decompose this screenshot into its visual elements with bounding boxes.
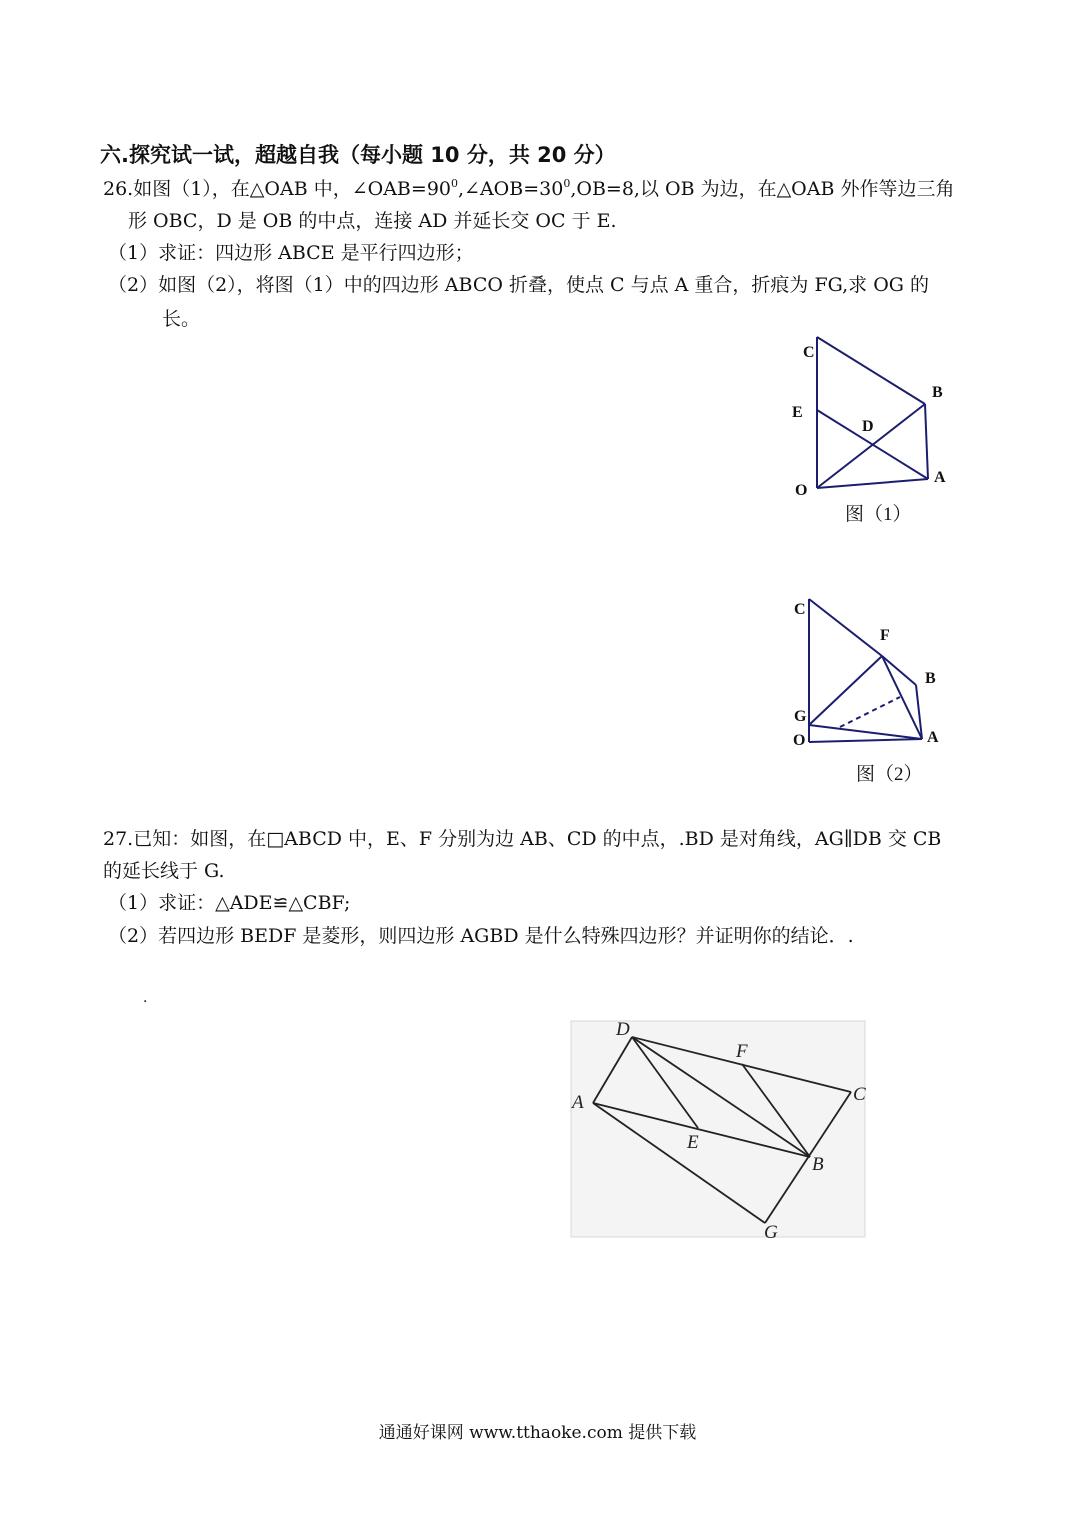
label-O: O xyxy=(795,482,808,499)
figure-3-background xyxy=(571,1021,865,1237)
label-C: C xyxy=(803,344,815,361)
figure-2 xyxy=(780,585,980,790)
q26-text-b: ,∠AOB=30 xyxy=(458,178,564,200)
label-A: A xyxy=(927,729,939,746)
figure-1 xyxy=(780,325,980,540)
figure-3 xyxy=(570,1020,867,1240)
segment-GA xyxy=(809,725,922,739)
label-G: G xyxy=(764,1222,778,1240)
label-F: F xyxy=(880,627,890,644)
q27-line-1: 27.已知：如图，在□ABCD 中，E、F 分别为边 AB、CD 的中点，.BD 是对角线，AG∥DB 交 CB xyxy=(103,828,942,850)
section-heading: 六.探究试一试，超越自我（每小题 10 分，共 20 分） xyxy=(100,143,616,167)
segment-OA xyxy=(809,739,922,742)
q27-line-2: 的延长线于 G. xyxy=(103,860,225,882)
q26-line-1 xyxy=(103,177,955,201)
label-D: D xyxy=(862,418,874,435)
label-O: O xyxy=(793,732,806,749)
q27-part-2: （2）若四边形 BEDF 是菱形，则四边形 AGBD 是什么特殊四边形？并证明你的结论．. xyxy=(108,925,854,947)
q26-text-c: ,OB=8,以 OB 为边，在△OAB 外作等边三角 xyxy=(570,178,955,200)
figure-2-lines xyxy=(809,599,922,742)
q26-degree-1: 0 xyxy=(451,177,458,190)
segment-FA xyxy=(882,656,922,739)
segment-BA xyxy=(925,404,928,479)
segment-CB xyxy=(817,337,925,404)
label-E: E xyxy=(687,1132,699,1153)
label-E: E xyxy=(792,404,803,421)
figure-1-caption: 图（1） xyxy=(845,504,912,525)
label-B: B xyxy=(932,384,943,401)
label-D: D xyxy=(616,1020,630,1040)
stray-mark: . xyxy=(143,990,148,1006)
segment-FB xyxy=(882,656,916,685)
label-A: A xyxy=(934,469,946,486)
figure-2-caption: 图（2） xyxy=(856,764,923,785)
segment-CF xyxy=(809,599,882,656)
label-G: G xyxy=(794,708,807,725)
q26-part-1: （1）求证：四边形 ABCE 是平行四边形； xyxy=(108,242,474,264)
q26-degree-2: 0 xyxy=(563,177,571,190)
page-footer: 通通好课网 www.tthaoke.com 提供下载 xyxy=(378,1423,697,1443)
q26-text-a: 26.如图（1），在△OAB 中，∠OAB=90 xyxy=(103,178,451,200)
segment-fold-dashed xyxy=(840,697,900,727)
q27-part-1: （1）求证：△ADE≌△CBF; xyxy=(108,892,351,914)
label-F: F xyxy=(736,1041,748,1062)
segment-OB xyxy=(817,404,925,488)
label-A: A xyxy=(572,1092,584,1113)
label-C: C xyxy=(853,1084,866,1105)
figure-1-lines xyxy=(817,337,928,488)
q26-part-2-line-1: （2）如图（2），将图（1）中的四边形 ABCO 折叠，使点 C 与点 A 重合，折痕为 FG,求 OG 的 xyxy=(108,274,930,296)
q26-line-2: 形 OBC，D 是 OB 的中点，连接 AD 并延长交 OC 于 E. xyxy=(128,210,617,232)
label-B: B xyxy=(812,1154,824,1175)
label-C: C xyxy=(794,601,806,618)
label-B: B xyxy=(925,670,936,687)
segment-FG xyxy=(809,656,882,725)
q26-part-2-line-2: 长。 xyxy=(162,308,201,330)
segment-OA xyxy=(817,479,928,488)
